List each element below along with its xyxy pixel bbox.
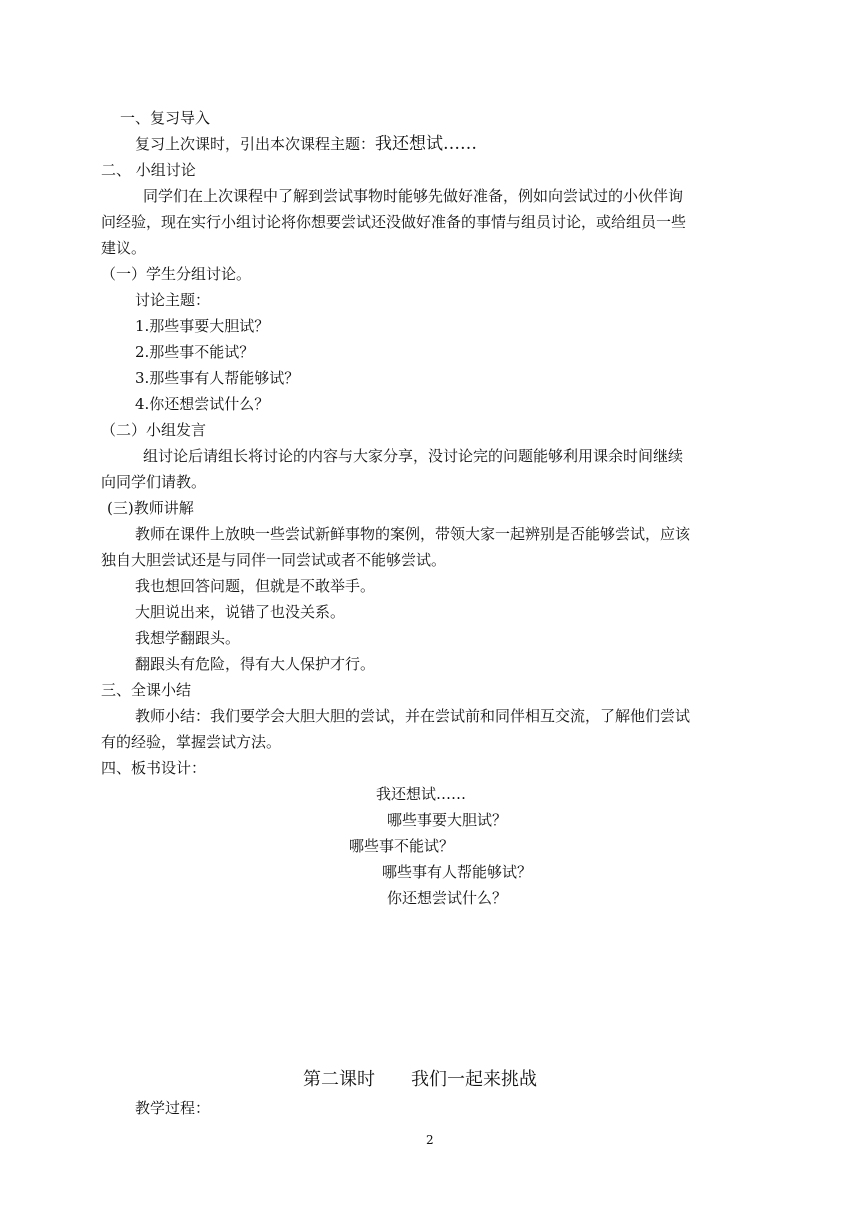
review-paragraph xyxy=(135,134,477,154)
example-line: 我也想回答问题，但就是不敢举手。 xyxy=(135,577,376,595)
paragraph-line: 建议。 xyxy=(101,239,147,257)
board-line: 哪些事有人帮能够试？ xyxy=(382,863,533,881)
example-line: 我想学翻跟头。 xyxy=(135,629,241,647)
paragraph-line: 组讨论后请组长将讨论的内容与大家分享，没讨论完的问题能够利用课余时间继续 xyxy=(143,447,684,465)
paragraph-line: 教师在课件上放映一些尝试新鲜事物的案例，带领大家一起辨别是否能够尝试，应该 xyxy=(135,525,691,543)
board-line: 你还想尝试什么？ xyxy=(387,889,508,907)
paragraph-line: 教师小结：我们要学会大胆大胆的尝试，并在尝试前和同伴相互交流，了解他们尝试 xyxy=(135,707,691,725)
section-heading-summary: 三、全课小结 xyxy=(101,681,192,699)
example-line: 翻跟头有危险，得有大人保护才行。 xyxy=(135,655,376,673)
paragraph-line: 独自大胆尝试还是与同伴一同尝试或者不能够尝试。 xyxy=(101,551,447,569)
paragraph-line: 同学们在上次课程中了解到尝试事物时能够先做好准备，例如向尝试过的小伙伴询 xyxy=(143,187,684,205)
list-item: 1.那些事要大胆试？ xyxy=(135,317,270,335)
paragraph-line: 问经验，现在实行小组讨论将你想要尝试还没做好准备的事情与组员讨论，或给组员一些 xyxy=(101,213,687,231)
board-line: 我还想试…… xyxy=(376,785,467,803)
teaching-process-label: 教学过程： xyxy=(135,1099,211,1117)
paragraph-line: 向同学们请教。 xyxy=(101,473,207,491)
section-heading-group-discussion: 二、 小组讨论 xyxy=(101,161,196,179)
section-heading-board-design: 四、板书设计： xyxy=(101,759,207,777)
board-line: 哪些事不能试？ xyxy=(349,837,455,855)
list-item: 2.那些事不能试？ xyxy=(135,343,255,361)
page-number: 2 xyxy=(426,1133,434,1147)
paragraph-line: 有的经验，掌握尝试方法。 xyxy=(101,733,282,751)
discussion-topic-label: 讨论主题： xyxy=(135,291,211,309)
lesson-theme: 我还想试…… xyxy=(375,134,478,154)
list-item: 3.那些事有人帮能够试？ xyxy=(135,369,300,387)
board-line: 哪些事要大胆试？ xyxy=(387,811,508,829)
section-heading-review: 一、复习导入 xyxy=(120,109,211,127)
example-line: 大胆说出来，说错了也没关系。 xyxy=(135,603,346,621)
list-item: 4.你还想尝试什么？ xyxy=(135,395,270,413)
lesson-title: 第二课时 我们一起来挑战 xyxy=(303,1069,537,1090)
subsection-heading: （一）学生分组讨论。 xyxy=(101,265,252,283)
subsection-heading: （二）小组发言 xyxy=(101,421,207,439)
review-text: 复习上次课时，引出本次课程主题： xyxy=(135,135,376,153)
subsection-heading: (三)教师讲解 xyxy=(107,499,194,517)
